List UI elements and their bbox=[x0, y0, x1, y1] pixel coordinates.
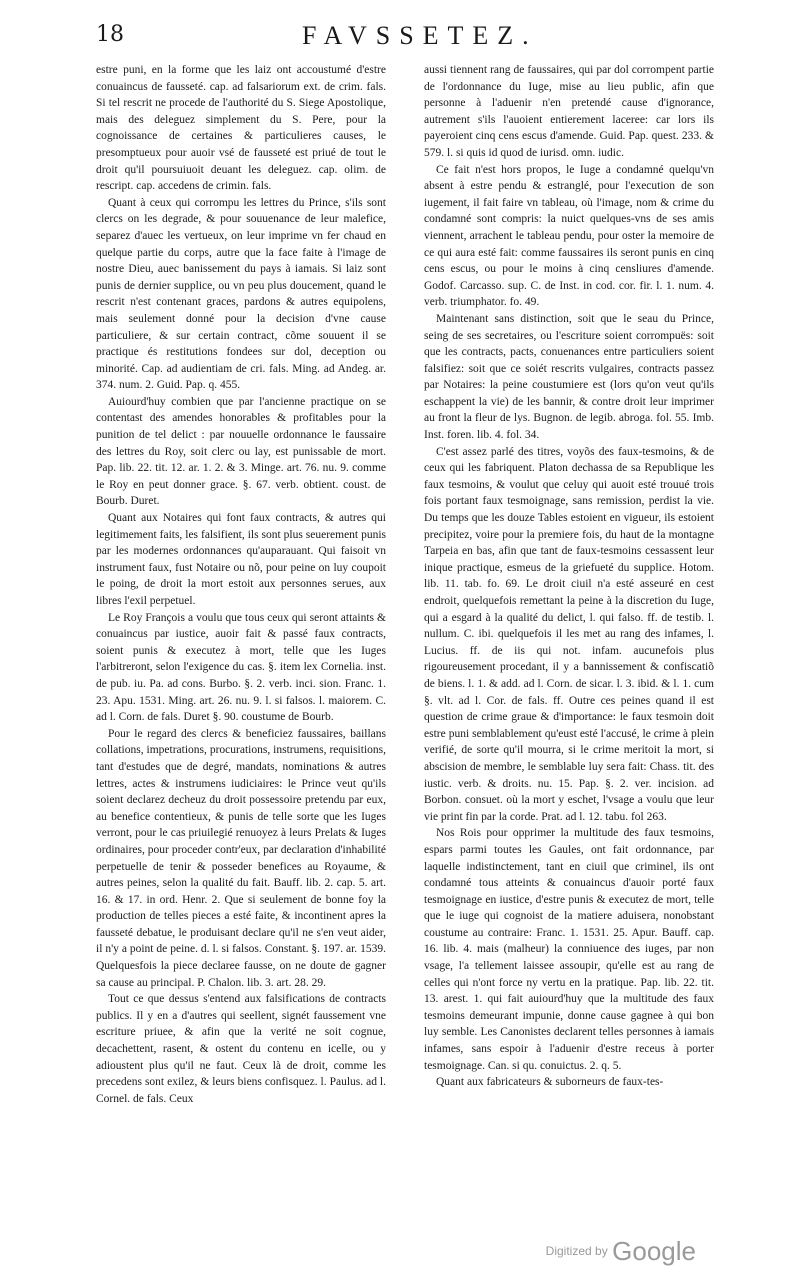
page-number: 18 bbox=[96, 22, 124, 47]
paragraph: Maintenant sans distinction, soit que le seau du Prince, seing de ses secretaires, ou l'escriture soient corrompuës: soit que les contracts, pacts, conuenances entre particuliers soient falsifiez: soit que ce soiét rescrits vulgaires, contracts passez par Notaires: la peine coustumiere est (lors qu'on veut qu'ils eschappent la vie) de les bannir, & contre droit leur imprimer au front la fleur de lys. Bugnon. de legib. abroga. fol. 55. Imb. Inst. foren. lib. 4. fol. 34. bbox=[424, 312, 714, 442]
running-head: FAVSSETEZ. bbox=[302, 21, 538, 50]
paragraph: Le Roy François a voulu que tous ceux qui seront attaints & conuaincus par iustice, auoir fait & passé faux contracts, soient punis & executez à mort, telle que les Iuges l'arbitreront, selon l'exigence du cas. §. item lex Cornelia. inst. de pub. iu. Pa. ad cons. Burbo. §. 2. verb. inci. sion. Franc. 1. 23. Apu. 1531. Ming. art. 26. nu. 9. l. si falsos. l. maiorem. C. ad l. Corn. de fals. Duret §. 90. coustume de Bourb. bbox=[96, 611, 386, 724]
paragraph: Quant aux Notaires qui font faux contracts, & autres qui legitimement faits, les falsifient, ils sont plus seuerement punis par les modernes ordonnances qu'auparauant. Qui faisoit vn instrument faux, fust Notaire ou nõ, pour peine on luy coupoit le poing, de droit la mort estoit aux personnes serues, aux libres l'exil perpetuel. bbox=[96, 512, 386, 607]
paragraph: Auiourd'huy combien que par l'ancienne practique on se contentast des amendes honorables & profitables pour la punition de tel delict : par nouuelle ordonnance le faussaire des lettres du Roy, soit clerc ou lay, est punissable de mort. Pap. lib. 22. tit. 12. ar. 1. 2. & 3. Minge. art. 76. nu. 9. comme le Roy en peut donner grace. §. 67. verb. obtient. coust. de Bourb. Duret. bbox=[96, 395, 386, 508]
paragraph: C'est assez parlé des titres, voyõs des faux-tesmoins, & de ceux qui les fabriquent. Platon dechassa de sa Republique les faux tesmoins, & voulut que celuy qui auoit esté trouué trois fois portant faux tesmoignage, sans remission, perdist la vie. Du temps que les douze Tables estoient en vigueur, ils estoient precipitez, voire pour la premiere fois, du haut de la montagne Tarpeia en bas, afin que tant de faux-tesmoins cessassent leur inique practique, esmeus de la griefueté du supplice. Hotom. lib. 11. tab. fo. 69. Le droit ciuil n'a esté asseuré en cest endroit, quelquefois remettant la peine à la discretion du Iuge, qui a esgard à la qualité du delict, l. qui falso. ff. de testib. l. nullum. C. ibi. quelquefois il les met au rang des infames, l. Lucius. ff. de iis qui not. infam. aucunefois plus rigoureusement procedant, il y a bannissement & confiscatiõ de biens. l. 1. & add. ad l. Corn. de sicar. l. 3. ibid. & l. 1. cum §. vlt. ad l. Cor. de fals. ff. Outre ces peines quand il est question de crime graue & d'importance: le faux tesmoin doit estre puni semblablement qu'eust esté l'accusé, le crime à plein verifié, de sorte qu'il mourra, si le crime meritoit la mort, si abscision de membre, le semblable luy sera fait: Chass. tit. des iustic. verb. & droits. nu. 15. Pap. §. 2. ver. incision. ad Borbon. consuet. où la mort y eschet, l'vsage a voulu que leur vie print fin par la corde. Prat. ad l. 12. tabu. fol 263. bbox=[424, 445, 714, 823]
paragraph: Pour le regard des clercs & beneficiez faussaires, baillans collations, impetrations, procurations, instrumens, requisitions, tant d'estudes que de degré, mandats, nominations & autres lettres, actes & instrumens iudiciaires: le Prince veut qu'ils soient declarez decheuz du droit possessoire pretendu par eux, au benefice contentieux, & punis de telle sorte que les Iuges verront, pour le cas priuilegié renuoyez à leurs Prelats & Iuges ordinaires, pour proceder contr'eux, par declaration d'inhabilité perpetuelle de tenir & posseder benefices au Royaume, & autres peines, selon la qualité du fait. Bauff. lib. 2. cap. 5. art. 16. & 17. in ord. Henr. 2. Que si seulement de bonne foy la production de telles pieces a esté faite, & incontinent apres la fausseté debatue, le produisant declare qu'il ne s'en veut aider, il n'y a point de peine. d. l. si falsos. Constant. §. 197. ar. 1539. Quelquesfois la piece declaree fausse, on ne doute de gagner sa cause au principal. P. Chalon. lib. 3. art. 28. 29. bbox=[96, 727, 386, 989]
watermark-prefix: Digitized by bbox=[545, 1244, 608, 1258]
paragraph: Quant à ceux qui corrompu les lettres du Prince, s'ils sont clercs on les degrade, & pour souuenance de leur malefice, separez d'auec les vertueux, on leur imprime vn fer chaud en quelque partie du corps, autre que la face faite à l'image de nostre Dieu, auec banissement du pays à iamais. Si laiz sont punis de dernier supplice, ou vn peu plus doucement, quand le rescrit n'est contenant graces, pardons & autres equipolens, mais seulement donné pour la decision d'vne cause particuliere, & sur certain contract, cõme souuent il se practique és restitutions fondees sur dol, deception ou minorité. Cap. ad audientiam de cri. fals. Ming. ad Andeg. ar. 374. num. 2. Guid. Pap. q. 455. bbox=[96, 196, 386, 392]
google-watermark bbox=[546, 1236, 696, 1267]
right-column bbox=[424, 62, 714, 1091]
paragraph: Tout ce que dessus s'entend aux falsifications de contracts publics. Il y en a d'autres qui seellent, signét faussement vne escriture priuee, & afin que la verité ne soit cognue, decachettent, rasent, & ostent du contenu en icelle, ou y adioustent plus qu'il ne faut. Ceux là de droit, comme les precedens sont exilez, & leurs biens confisquez. l. Paulus. ad l. Cornel. de fals. Ceux bbox=[96, 993, 386, 1105]
paragraph: Ce fait n'est hors propos, le Iuge a condamné quelqu'vn absent à estre pendu & estranglé, pour l'execution de son iugement, il fait faire vn tableau, où l'image, nom & crime du condamné sont compris: la nuict quelques-vns de ses amis viennent, arrachent le tableau pendu, pour oster la memoire de ce qui aura esté fait: comme faussaires ils seront punis en cinq cens escus, ou pour le moins à cinq censliures d'amende. Godof. Carcasso. sup. C. de Inst. in cod. cor. fir. l. 1. num. 4. verb. triumphator. fo. 49. bbox=[424, 163, 714, 309]
left-column bbox=[96, 62, 386, 1107]
paragraph: estre puni, en la forme que les laiz ont accoustumé d'estre conuaincus de fausseté. cap. ad falsariorum ext. de crim. fals. Si tel rescrit ne procede de l'authorité du S. Siege Apostolique, mais des deleguez simplement du S. Pere, pour la cognoissance de certaines & particulieres causes, le presomptueux pour auoir vsé de fausseté est priué de tout le droit qu'il poursuiuoit deuant les deleguez. cap. olim. de rescript. cap. accedens de crimin. fals. bbox=[96, 64, 386, 193]
paragraph: aussi tiennent rang de faussaires, qui par dol corrompent partie de l'ordonnance du Iuge, mise au lieu public, afin que personne à l'aduenir n'en pretendé cause d'ignorance, autrement s'ils l'auoient entierement laceree: car lors ils payeroient cinq cens escus d'amende. Guid. Pap. quest. 233. & 579. l. si quis id quod de iurisd. omn. iudic. bbox=[424, 64, 714, 159]
google-logo: Google bbox=[612, 1236, 696, 1266]
paragraph: Nos Rois pour opprimer la multitude des faux tesmoins, espars parmi toutes les Gaules, ont fait ordonnance, par laquelle indistinctement, tant en ciuil que criminel, ils ont condamné tous atteints & conuaincus d'auoir porté faux tesmoignage en iustice, d'estre punis & executez de mort, telle que le iuge qui cognoist de la matiere aduisera, nonobstant coustume au contraire: Franc. 1. 1531. 25. Apur. Bauff. cap. 16. lib. 4. mais (malheur) la conniuence des iuges, par non vsage, l'a tellement laissee assoupir, qu'elle est au rang de celles qui n'ont force ny vertu en la pratique. Pap. lib. 22. tit. 13. arest. 1. qui fait auiourd'huy que la multitude des faux tesmoins demeurant impunie, donne cause gagnee à qui bon luy semble. Les Canonistes declarent telles personnes à iamais infames, sans espoir à l'aduenir d'estre receus à porter tesmoignage. Can. si qu. conuictus. 2. q. 5. bbox=[424, 827, 714, 1072]
paragraph: Quant aux fabricateurs & suborneurs de faux-tes- bbox=[436, 1076, 664, 1089]
